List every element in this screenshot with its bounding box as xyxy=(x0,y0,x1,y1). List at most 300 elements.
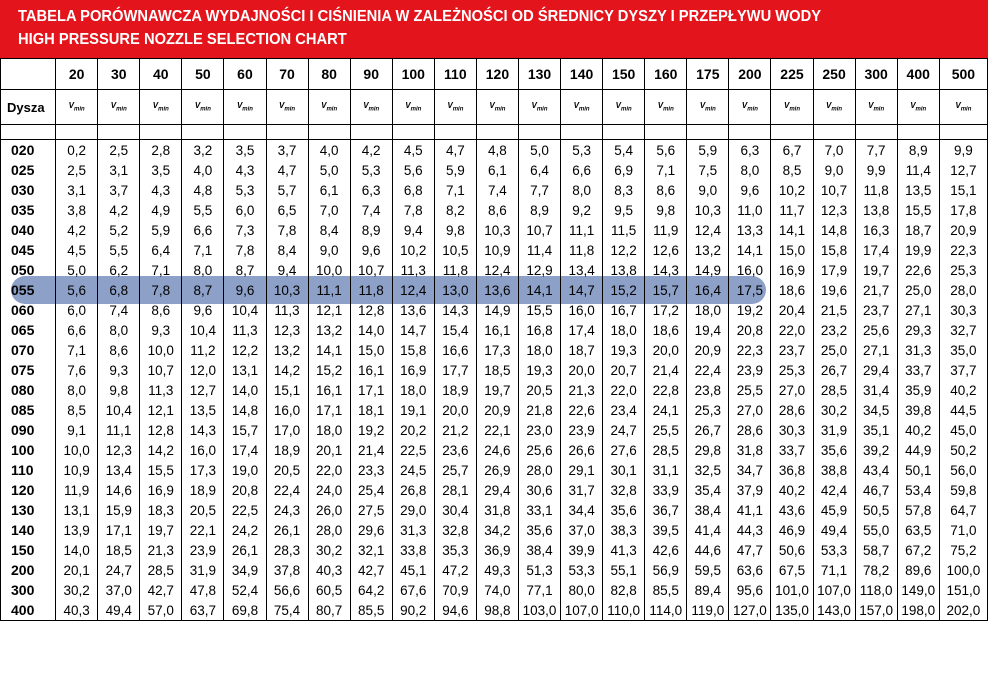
flow-value-cell: 11,3 xyxy=(392,260,434,280)
flow-value-cell: 53,4 xyxy=(897,480,939,500)
flow-value-cell: 11,0 xyxy=(729,200,771,220)
flow-value-cell: 13,9 xyxy=(56,520,98,540)
flow-value-cell: 67,6 xyxy=(392,580,434,600)
nozzle-row-075 xyxy=(1,360,988,380)
flow-value-cell: 20,5 xyxy=(182,500,224,520)
flow-value-cell: 6,7 xyxy=(771,140,813,161)
flow-value-cell: 36,7 xyxy=(645,500,687,520)
title-banner xyxy=(0,0,988,58)
unit-subscript: min xyxy=(410,106,422,113)
flow-value-cell: 11,8 xyxy=(561,240,603,260)
unit-symbol: V xyxy=(868,101,874,111)
flow-value-cell: 7,8 xyxy=(266,220,308,240)
nozzle-table xyxy=(0,58,988,621)
unit-header-cell xyxy=(392,90,434,125)
flow-value-cell: 32,8 xyxy=(603,480,645,500)
flow-value-cell: 26,9 xyxy=(476,460,518,480)
flow-value-cell: 3,5 xyxy=(140,160,182,180)
flow-value-cell: 20,4 xyxy=(771,300,813,320)
nozzle-size-cell: 020 xyxy=(1,140,56,161)
flow-value-cell: 67,5 xyxy=(771,560,813,580)
flow-value-cell: 13,4 xyxy=(561,260,603,280)
unit-symbol: V xyxy=(741,101,748,111)
flow-value-cell: 14,8 xyxy=(224,400,266,420)
spacer-cell xyxy=(603,125,645,140)
flow-value-cell: 17,4 xyxy=(855,240,897,260)
flow-value-cell: 24,3 xyxy=(266,500,308,520)
flow-value-cell: 9,3 xyxy=(140,320,182,340)
nozzle-size-cell: 035 xyxy=(1,200,56,220)
nozzle-size-cell: 120 xyxy=(1,480,56,500)
flow-value-cell: 5,4 xyxy=(603,140,645,161)
flow-value-cell: 16,0 xyxy=(561,300,603,320)
flow-value-cell: 13,6 xyxy=(476,280,518,300)
flow-value-cell: 25,0 xyxy=(897,280,939,300)
flow-value-cell: 4,3 xyxy=(140,180,182,200)
nozzle-row-050 xyxy=(1,260,988,280)
nozzle-size-cell: 200 xyxy=(1,560,56,580)
nozzle-row-030 xyxy=(1,180,988,200)
flow-value-cell: 37,0 xyxy=(561,520,603,540)
flow-value-cell: 12,8 xyxy=(350,300,392,320)
flow-value-cell: 71,0 xyxy=(939,520,987,540)
flow-value-cell: 18,5 xyxy=(98,540,140,560)
flow-value-cell: 60,5 xyxy=(308,580,350,600)
flow-value-cell: 5,9 xyxy=(434,160,476,180)
flow-value-cell: 24,6 xyxy=(476,440,518,460)
flow-value-cell: 6,6 xyxy=(182,220,224,240)
flow-value-cell: 24,7 xyxy=(98,560,140,580)
nozzle-size-cell: 075 xyxy=(1,360,56,380)
flow-value-cell: 25,6 xyxy=(855,320,897,340)
flow-value-cell: 49,3 xyxy=(476,560,518,580)
unit-header-cell xyxy=(897,90,939,125)
flow-value-cell: 11,9 xyxy=(645,220,687,240)
nozzle-row-100 xyxy=(1,440,988,460)
flow-value-cell: 69,8 xyxy=(224,600,266,621)
flow-value-cell: 40,3 xyxy=(308,560,350,580)
flow-value-cell: 34,9 xyxy=(224,560,266,580)
flow-value-cell: 12,3 xyxy=(813,200,855,220)
flow-value-cell: 17,1 xyxy=(350,380,392,400)
flow-value-cell: 19,9 xyxy=(897,240,939,260)
unit-header-cell xyxy=(687,90,729,125)
flow-value-cell: 18,3 xyxy=(140,500,182,520)
unit-header-cell xyxy=(140,90,182,125)
flow-value-cell: 14,0 xyxy=(350,320,392,340)
pressure-header-500: 500 xyxy=(939,59,987,90)
flow-value-cell: 17,1 xyxy=(308,400,350,420)
flow-value-cell: 14,0 xyxy=(56,540,98,560)
nozzle-size-cell: 150 xyxy=(1,540,56,560)
flow-value-cell: 44,5 xyxy=(939,400,987,420)
pressure-header-300: 300 xyxy=(855,59,897,90)
spacer-cell xyxy=(561,125,603,140)
flow-value-cell: 16,1 xyxy=(350,360,392,380)
flow-value-cell: 23,9 xyxy=(561,420,603,440)
flow-value-cell: 53,3 xyxy=(813,540,855,560)
unit-subscript: min xyxy=(747,106,758,113)
nozzle-row-090 xyxy=(1,420,988,440)
flow-value-cell: 12,9 xyxy=(518,260,560,280)
unit-header-cell xyxy=(56,90,98,125)
flow-value-cell: 14,1 xyxy=(308,340,350,360)
flow-value-cell: 157,0 xyxy=(855,600,897,621)
flow-value-cell: 10,3 xyxy=(476,220,518,240)
flow-value-cell: 8,4 xyxy=(266,240,308,260)
flow-value-cell: 3,8 xyxy=(56,200,98,220)
flow-value-cell: 82,8 xyxy=(603,580,645,600)
flow-value-cell: 17,3 xyxy=(476,340,518,360)
flow-value-cell: 74,0 xyxy=(476,580,518,600)
flow-value-cell: 9,9 xyxy=(855,160,897,180)
flow-value-cell: 23,9 xyxy=(729,360,771,380)
flow-value-cell: 18,9 xyxy=(182,480,224,500)
flow-value-cell: 55,1 xyxy=(603,560,645,580)
flow-value-cell: 7,6 xyxy=(56,360,98,380)
flow-value-cell: 12,6 xyxy=(645,240,687,260)
flow-value-cell: 23,9 xyxy=(182,540,224,560)
flow-value-cell: 5,2 xyxy=(98,220,140,240)
flow-value-cell: 8,6 xyxy=(98,340,140,360)
flow-value-cell: 13,5 xyxy=(182,400,224,420)
spacer-cell xyxy=(266,125,308,140)
pressure-header-200: 200 xyxy=(729,59,771,90)
flow-value-cell: 14,1 xyxy=(771,220,813,240)
flow-value-cell: 52,4 xyxy=(224,580,266,600)
flow-value-cell: 31,9 xyxy=(182,560,224,580)
flow-value-cell: 57,0 xyxy=(140,600,182,621)
flow-value-cell: 10,2 xyxy=(771,180,813,200)
flow-value-cell: 4,7 xyxy=(434,140,476,161)
flow-value-cell: 34,2 xyxy=(476,520,518,540)
flow-value-cell: 51,3 xyxy=(518,560,560,580)
flow-value-cell: 18,6 xyxy=(645,320,687,340)
flow-value-cell: 6,9 xyxy=(603,160,645,180)
flow-value-cell: 23,7 xyxy=(771,340,813,360)
nozzle-size-cell: 050 xyxy=(1,260,56,280)
flow-value-cell: 16,7 xyxy=(603,300,645,320)
flow-value-cell: 22,4 xyxy=(266,480,308,500)
flow-value-cell: 6,2 xyxy=(98,260,140,280)
flow-value-cell: 23,8 xyxy=(687,380,729,400)
flow-value-cell: 15,0 xyxy=(771,240,813,260)
flow-value-cell: 19,1 xyxy=(392,400,434,420)
flow-value-cell: 21,5 xyxy=(813,300,855,320)
nozzle-size-cell: 055 xyxy=(1,280,56,300)
flow-value-cell: 18,9 xyxy=(434,380,476,400)
nozzle-row-080 xyxy=(1,380,988,400)
flow-value-cell: 12,7 xyxy=(182,380,224,400)
flow-value-cell: 28,5 xyxy=(813,380,855,400)
flow-value-cell: 6,1 xyxy=(308,180,350,200)
unit-subscript: min xyxy=(158,106,169,113)
pressure-header-130: 130 xyxy=(518,59,560,90)
flow-value-cell: 9,3 xyxy=(98,360,140,380)
flow-value-cell: 3,1 xyxy=(56,180,98,200)
flow-value-cell: 10,3 xyxy=(687,200,729,220)
flow-value-cell: 40,2 xyxy=(897,420,939,440)
flow-value-cell: 36,9 xyxy=(476,540,518,560)
flow-value-cell: 19,2 xyxy=(350,420,392,440)
flow-value-cell: 14,2 xyxy=(266,360,308,380)
flow-value-cell: 50,2 xyxy=(939,440,987,460)
flow-value-cell: 33,9 xyxy=(645,480,687,500)
flow-value-cell: 28,0 xyxy=(939,280,987,300)
flow-value-cell: 9,0 xyxy=(687,180,729,200)
flow-value-cell: 4,0 xyxy=(308,140,350,161)
flow-value-cell: 4,7 xyxy=(266,160,308,180)
pressure-header-150: 150 xyxy=(603,59,645,90)
flow-value-cell: 4,8 xyxy=(182,180,224,200)
flow-value-cell: 12,3 xyxy=(98,440,140,460)
nozzle-row-085 xyxy=(1,400,988,420)
unit-symbol: V xyxy=(236,101,243,111)
flow-value-cell: 30,3 xyxy=(771,420,813,440)
flow-value-cell: 18,0 xyxy=(392,380,434,400)
flow-value-cell: 16,8 xyxy=(518,320,560,340)
flow-value-cell: 25,0 xyxy=(813,340,855,360)
flow-value-cell: 29,4 xyxy=(855,360,897,380)
unit-symbol: V xyxy=(68,101,74,111)
flow-value-cell: 89,6 xyxy=(897,560,939,580)
flow-value-cell: 22,6 xyxy=(897,260,939,280)
flow-value-cell: 50,1 xyxy=(897,460,939,480)
flow-value-cell: 21,7 xyxy=(855,280,897,300)
flow-value-cell: 63,5 xyxy=(897,520,939,540)
pressure-header-row xyxy=(1,59,988,90)
flow-value-cell: 49,4 xyxy=(98,600,140,621)
flow-value-cell: 89,4 xyxy=(687,580,729,600)
flow-value-cell: 18,0 xyxy=(518,340,560,360)
flow-value-cell: 45,1 xyxy=(392,560,434,580)
nozzle-row-120 xyxy=(1,480,988,500)
unit-symbol: V xyxy=(279,101,285,111)
spacer-cell xyxy=(518,125,560,140)
flow-value-cell: 12,4 xyxy=(476,260,518,280)
flow-value-cell: 33,1 xyxy=(518,500,560,520)
flow-value-cell: 8,0 xyxy=(98,320,140,340)
flow-value-cell: 29,1 xyxy=(561,460,603,480)
flow-value-cell: 14,3 xyxy=(182,420,224,440)
flow-value-cell: 26,0 xyxy=(308,500,350,520)
nozzle-row-035 xyxy=(1,200,988,220)
unit-subscript: min xyxy=(452,106,464,113)
unit-subscript: min xyxy=(200,106,211,113)
flow-value-cell: 9,9 xyxy=(939,140,987,161)
pressure-header-50: 50 xyxy=(182,59,224,90)
dysza-header: Dysza xyxy=(1,90,56,125)
unit-header-cell xyxy=(434,90,476,125)
flow-value-cell: 10,7 xyxy=(350,260,392,280)
flow-value-cell: 28,3 xyxy=(266,540,308,560)
pressure-header-175: 175 xyxy=(687,59,729,90)
flow-value-cell: 151,0 xyxy=(939,580,987,600)
flow-value-cell: 20,9 xyxy=(476,400,518,420)
flow-value-cell: 14,7 xyxy=(561,280,603,300)
flow-value-cell: 44,9 xyxy=(897,440,939,460)
flow-value-cell: 28,6 xyxy=(771,400,813,420)
flow-value-cell: 29,0 xyxy=(392,500,434,520)
flow-value-cell: 17,0 xyxy=(266,420,308,440)
flow-value-cell: 29,4 xyxy=(476,480,518,500)
flow-value-cell: 13,2 xyxy=(308,320,350,340)
flow-value-cell: 127,0 xyxy=(729,600,771,621)
flow-value-cell: 45,0 xyxy=(939,420,987,440)
flow-value-cell: 17,5 xyxy=(729,280,771,300)
flow-value-cell: 18,0 xyxy=(687,300,729,320)
flow-value-cell: 25,3 xyxy=(687,400,729,420)
flow-value-cell: 10,4 xyxy=(182,320,224,340)
flow-value-cell: 5,0 xyxy=(308,160,350,180)
flow-value-cell: 7,0 xyxy=(308,200,350,220)
flow-value-cell: 12,0 xyxy=(182,360,224,380)
flow-value-cell: 23,2 xyxy=(813,320,855,340)
flow-value-cell: 7,4 xyxy=(98,300,140,320)
flow-value-cell: 11,3 xyxy=(140,380,182,400)
unit-symbol: V xyxy=(489,101,495,111)
flow-value-cell: 33,7 xyxy=(897,360,939,380)
flow-value-cell: 18,6 xyxy=(771,280,813,300)
flow-value-cell: 80,7 xyxy=(308,600,350,621)
flow-value-cell: 107,0 xyxy=(813,580,855,600)
flow-value-cell: 16,0 xyxy=(266,400,308,420)
flow-value-cell: 8,6 xyxy=(476,200,518,220)
flow-value-cell: 25,7 xyxy=(434,460,476,480)
flow-value-cell: 40,3 xyxy=(56,600,98,621)
flow-value-cell: 64,2 xyxy=(350,580,392,600)
nozzle-size-cell: 110 xyxy=(1,460,56,480)
flow-value-cell: 19,6 xyxy=(813,280,855,300)
unit-symbol: V xyxy=(910,101,916,111)
flow-value-cell: 56,0 xyxy=(939,460,987,480)
flow-value-cell: 15,9 xyxy=(98,500,140,520)
unit-header-cell xyxy=(476,90,518,125)
unit-symbol: V xyxy=(615,101,621,111)
flow-value-cell: 36,8 xyxy=(771,460,813,480)
flow-value-cell: 13,5 xyxy=(897,180,939,200)
flow-value-cell: 8,7 xyxy=(182,280,224,300)
flow-value-cell: 118,0 xyxy=(855,580,897,600)
flow-value-cell: 9,6 xyxy=(224,280,266,300)
flow-value-cell: 33,7 xyxy=(771,440,813,460)
flow-value-cell: 8,0 xyxy=(182,260,224,280)
flow-value-cell: 5,6 xyxy=(645,140,687,161)
flow-value-cell: 19,2 xyxy=(729,300,771,320)
flow-value-cell: 12,2 xyxy=(224,340,266,360)
flow-value-cell: 43,4 xyxy=(855,460,897,480)
flow-value-cell: 7,8 xyxy=(140,280,182,300)
flow-value-cell: 31,3 xyxy=(897,340,939,360)
flow-value-cell: 27,0 xyxy=(771,380,813,400)
flow-value-cell: 21,3 xyxy=(140,540,182,560)
nozzle-size-cell: 030 xyxy=(1,180,56,200)
flow-value-cell: 33,8 xyxy=(392,540,434,560)
flow-value-cell: 6,3 xyxy=(350,180,392,200)
pressure-header-120: 120 xyxy=(476,59,518,90)
flow-value-cell: 12,8 xyxy=(140,420,182,440)
flow-value-cell: 9,6 xyxy=(350,240,392,260)
flow-value-cell: 13,2 xyxy=(687,240,729,260)
flow-value-cell: 21,4 xyxy=(645,360,687,380)
flow-value-cell: 59,5 xyxy=(687,560,729,580)
flow-value-cell: 31,4 xyxy=(855,380,897,400)
flow-value-cell: 49,4 xyxy=(813,520,855,540)
flow-value-cell: 9,4 xyxy=(392,220,434,240)
flow-value-cell: 6,6 xyxy=(561,160,603,180)
flow-value-cell: 9,0 xyxy=(813,160,855,180)
flow-value-cell: 7,8 xyxy=(392,200,434,220)
unit-header-cell xyxy=(729,90,771,125)
corner-cell xyxy=(1,59,56,90)
flow-value-cell: 12,1 xyxy=(140,400,182,420)
flow-value-cell: 7,4 xyxy=(350,200,392,220)
flow-value-cell: 42,7 xyxy=(140,580,182,600)
nozzle-row-400 xyxy=(1,600,988,621)
flow-value-cell: 53,3 xyxy=(561,560,603,580)
nozzle-size-cell: 130 xyxy=(1,500,56,520)
flow-value-cell: 5,6 xyxy=(392,160,434,180)
pressure-header-160: 160 xyxy=(645,59,687,90)
flow-value-cell: 12,4 xyxy=(392,280,434,300)
flow-value-cell: 7,1 xyxy=(140,260,182,280)
spacer-cell xyxy=(308,125,350,140)
flow-value-cell: 25,5 xyxy=(729,380,771,400)
flow-value-cell: 119,0 xyxy=(687,600,729,621)
flow-value-cell: 9,8 xyxy=(645,200,687,220)
nozzle-row-020 xyxy=(1,140,988,161)
flow-value-cell: 22,4 xyxy=(687,360,729,380)
flow-value-cell: 6,6 xyxy=(56,320,98,340)
flow-value-cell: 47,7 xyxy=(729,540,771,560)
flow-value-cell: 17,7 xyxy=(434,360,476,380)
flow-value-cell: 19,3 xyxy=(518,360,560,380)
flow-value-cell: 30,6 xyxy=(518,480,560,500)
flow-value-cell: 20,0 xyxy=(434,400,476,420)
flow-value-cell: 31,9 xyxy=(813,420,855,440)
flow-value-cell: 25,3 xyxy=(771,360,813,380)
unit-subscript: min xyxy=(242,106,253,113)
pressure-header-20: 20 xyxy=(56,59,98,90)
flow-value-cell: 10,0 xyxy=(308,260,350,280)
flow-value-cell: 8,9 xyxy=(350,220,392,240)
flow-value-cell: 22,5 xyxy=(392,440,434,460)
flow-value-cell: 71,1 xyxy=(813,560,855,580)
flow-value-cell: 13,2 xyxy=(266,340,308,360)
flow-value-cell: 14,1 xyxy=(729,240,771,260)
unit-subscript: min xyxy=(663,106,674,113)
flow-value-cell: 56,9 xyxy=(645,560,687,580)
flow-value-cell: 80,0 xyxy=(561,580,603,600)
flow-value-cell: 34,5 xyxy=(855,400,897,420)
flow-value-cell: 5,5 xyxy=(98,240,140,260)
nozzle-row-200 xyxy=(1,560,988,580)
flow-value-cell: 70,9 xyxy=(434,580,476,600)
flow-value-cell: 29,3 xyxy=(897,320,939,340)
flow-value-cell: 13,1 xyxy=(224,360,266,380)
flow-value-cell: 7,0 xyxy=(813,140,855,161)
flow-value-cell: 85,5 xyxy=(645,580,687,600)
flow-value-cell: 13,1 xyxy=(56,500,98,520)
flow-value-cell: 20,7 xyxy=(603,360,645,380)
unit-header-cell xyxy=(308,90,350,125)
title-english: HIGH PRESSURE NOZZLE SELECTION CHART xyxy=(18,31,347,48)
flow-value-cell: 11,4 xyxy=(518,240,560,260)
spacer-cell xyxy=(140,125,182,140)
nozzle-chart xyxy=(0,58,988,684)
flow-value-cell: 23,6 xyxy=(434,440,476,460)
unit-header-cell xyxy=(813,90,855,125)
